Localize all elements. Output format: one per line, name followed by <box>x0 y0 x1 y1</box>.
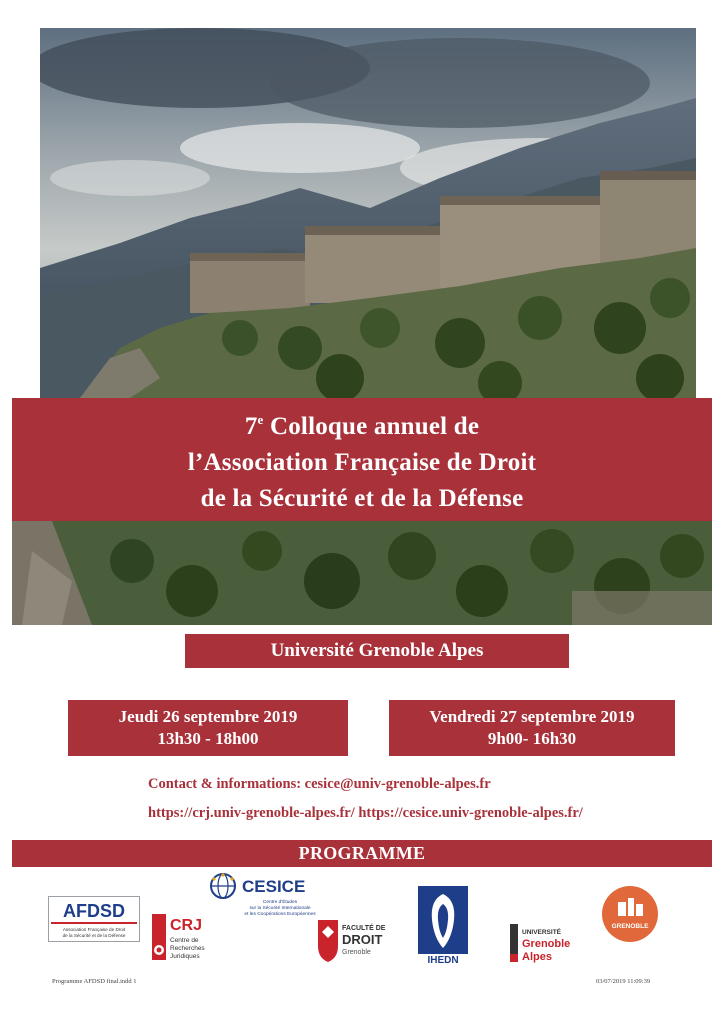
crj-logo-sub3: Juridiques <box>170 953 200 960</box>
cesice-logo-name: CESICE <box>242 877 306 896</box>
forest-photo-strip <box>12 521 712 625</box>
fortress-landscape-image <box>40 28 696 398</box>
crj-logo-sub2: Recherches <box>170 945 205 952</box>
title-band <box>12 398 712 521</box>
crj-logo-name: CRJ <box>170 917 203 934</box>
afdsd-logo-sub2: de la Sécurité et de la Défense <box>62 933 126 938</box>
venue-banner: Université Grenoble Alpes <box>185 634 569 668</box>
date-box-day-1 <box>68 700 348 756</box>
title-line-1: 7e Colloque annuel de <box>244 412 480 440</box>
time-day-1: 13h30 - 18h00 <box>157 729 259 748</box>
cesice-logo <box>206 872 318 922</box>
website-links[interactable]: https://crj.univ-grenoble-alpes.fr/ https://cesice.univ-grenoble-alpes.fr/ <box>148 805 583 821</box>
droit-logo-l2: DROIT <box>342 932 383 947</box>
cesice-logo-sub2: sur la Sécurité Internationale <box>249 906 311 911</box>
droit-logo-l1: FACULTÉ DE <box>342 925 386 932</box>
cesice-logo-sub3: et les Coopérations Européennes <box>244 912 316 917</box>
crj-logo-sub1: Centre de <box>170 937 199 944</box>
date-day-2: Vendredi 27 septembre 2019 <box>429 707 635 726</box>
cesice-logo-sub1: Centre d'Études <box>262 900 298 905</box>
afdsd-logo-name: AFDSD <box>63 901 125 921</box>
crj-logo <box>150 912 214 962</box>
date-day-1: Jeudi 26 septembre 2019 <box>118 707 298 726</box>
afdsd-logo <box>48 896 140 942</box>
grenoble-logo-name: GRENOBLE <box>611 923 649 930</box>
ihedn-logo <box>418 886 468 966</box>
faculte-droit-logo <box>316 916 386 964</box>
uga-logo <box>508 920 582 966</box>
uga-logo-l3: Alpes <box>522 951 552 963</box>
date-box-day-2 <box>389 700 675 756</box>
ihedn-logo-name: IHEDN <box>427 955 459 966</box>
forest-image <box>12 521 712 625</box>
droit-logo-l3: Grenoble <box>342 949 371 956</box>
time-day-2: 9h00- 16h30 <box>487 729 577 748</box>
footer-file-info: Programme AFDSD final.indd 1 <box>52 978 137 985</box>
title-line-2: l’Association Française de Droit <box>187 449 537 476</box>
uga-logo-l1: UNIVERSITÉ <box>522 929 562 936</box>
afdsd-logo-sub1: Association Française de Droit <box>62 927 126 932</box>
footer-timestamp: 03/07/2019 11:09:39 <box>596 978 651 985</box>
title-line-3: de la Sécurité et de la Défense <box>200 485 524 512</box>
grenoble-city-logo <box>600 884 660 944</box>
contact-info[interactable]: Contact & informations: cesice@univ-grenoble-alpes.fr <box>148 776 491 792</box>
uga-logo-l2: Grenoble <box>522 938 571 950</box>
programme-banner: PROGRAMME <box>12 840 712 867</box>
fortress-photo <box>40 28 696 398</box>
